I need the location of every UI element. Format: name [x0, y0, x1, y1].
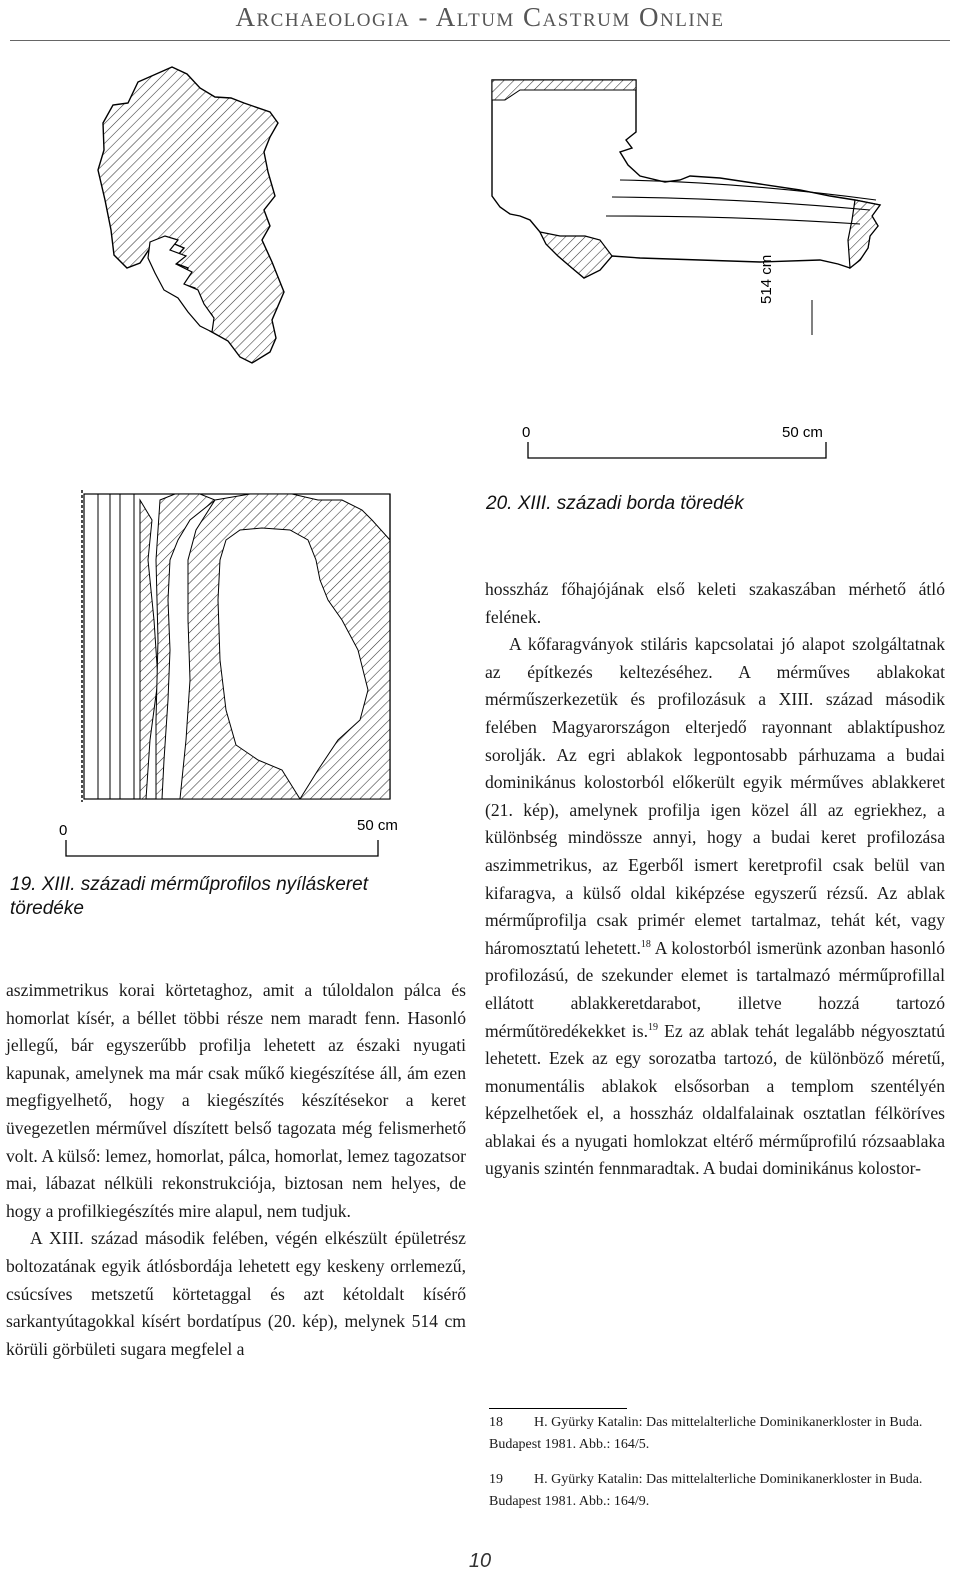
footnote-number: 18: [489, 1415, 503, 1430]
right-paragraph-2-part-c: Ez az ablak tehát legalább négyosztatú lehetett. Ezek az egy sorozatba tartozó, de különböző méretű, monumentális ablakok elsősorban a templom szentélyén képzelhetőek el, a hosszház oldalfalainak osztatlan félköríves ablakai és a nyugati homlokzat eltérő mérműprofilú rózsaablaka ugyanis szintén fennmaradtak. A budai dominikánus kolostor-: [485, 1020, 945, 1179]
footnote-number: 19: [489, 1472, 503, 1487]
left-column: [6, 977, 466, 1363]
figure-19-caption-line1: 19. XIII. századi mérműprofilos nyíláskeret: [10, 874, 368, 895]
figure-20-scale-end: 50 cm: [782, 424, 823, 441]
footnote-ref-19[interactable]: 19: [647, 1021, 658, 1033]
right-paragraph-2-part-b: A kolostorból ismerünk azonban hasonló profilozású, de szekunder elemet is tartalmazó mérműprofillal ellátott ablakkeretdarabot, illetve hozzá tartozó mérműtöredékekket is.: [485, 937, 945, 1041]
footnote-text: H. Gyürky Katalin: Das mittelalterliche Dominikanerkloster in Buda. Budapest 1981. Abb.: 164/9.: [489, 1472, 923, 1509]
figure-19-scale-zero: 0: [59, 822, 68, 839]
footnote-text: H. Gyürky Katalin: Das mittelalterliche Dominikanerkloster in Buda. Budapest 1981. Abb.: 164/5.: [489, 1415, 923, 1452]
figure-19-caption: [10, 873, 470, 921]
rib-section-shape: [98, 67, 284, 363]
running-header-title: Archaeologia - Altum Castrum Online: [235, 2, 725, 32]
figure-19-scale-bar: [66, 840, 378, 856]
page-number: 10: [468, 1550, 492, 1572]
right-paragraph-2-part-a: A kőfaragványok stiláris kapcsolatai jó alapot szolgáltatnak az építkezés keltezéséhez. A mérműves ablakokat mérműszerkezetük és profilozásuk a XIII. század második felében Magyarországon elterjedő rayonnant ablaktípushoz sorolják. Az egri ablakok legpontosabb párhuzama a budai dominikánus kolostorból előkerült egyik mérműves ablakkeret (21. kép), amelynek profilja igen közel áll az egriekhez, a különbség mindössze annyi, hogy a budai keret profilozása aszimmetrikus, az Egerből ismert keretprofil csak belül van kifaragva, a külső oldal kiképzése egyszerű rézsű. Az ablak mérműprofilja csak primér elemet tartalmaz, tehát két, vagy háromosztatú lehetett.: [485, 634, 945, 958]
right-paragraph-1: hosszház főhajójának első keleti szakaszában mérhető átló felének.: [485, 579, 945, 627]
figure-20-scale-zero: 0: [522, 424, 531, 441]
left-paragraph-2: A XIII. század második felében, végén elkészült épületrész boltozatának egyik átlósbordája lehetett egy keskeny orrlemezű, csúcsíves metszetű körtetaggal és azt kétoldalt kísérő sarkantyútagokkal kísért bordatípus (20. kép), melynek 514 cm körüli görbületi sugara megfelel a: [6, 1228, 466, 1359]
footnote-ref-18[interactable]: 18: [640, 938, 651, 950]
figure-19-caption-line2: töredéke: [10, 898, 84, 919]
footnote-18: [489, 1412, 949, 1456]
figure-20-radius-label: 514 cm: [758, 254, 775, 304]
right-paragraph-2: [485, 631, 945, 1183]
figure-19-scale-end: 50 cm: [357, 817, 398, 834]
figure-20-caption: 20. XIII. századi borda töredék: [486, 493, 744, 514]
figure-20-scale-bar: [528, 442, 826, 458]
right-column: [485, 576, 945, 1183]
footnote-19: [489, 1469, 949, 1513]
figure-19-drawing: [0, 480, 480, 880]
left-paragraph-1: aszimmetrikus korai körtetaghoz, amit a túloldalon pálca és homorlat kísér, a béllet többi része nem maradt fenn. Hasonló jellegű, bár egyszerűbb profilja lehetett az északi nyugati kapunak, amelynek ma már csak műkő kiegészítése áll, ám ezen megfigyelhető, hogy a kiegészítés készítésekor a keret üvegezetlen mérművel díszített belső tagozata még felismerhető volt. A külső: lemez, homorlat, pálca, homorlat, lemez tagozatsor mai, lábazat nélküli rekonstrukciója, biztosan nem helyes, de hogy a profilkiegészítés mire alapul, nem tudjuk.: [6, 980, 466, 1221]
figure-20-drawing: [0, 0, 960, 560]
footnote-rule: [489, 1408, 627, 1409]
